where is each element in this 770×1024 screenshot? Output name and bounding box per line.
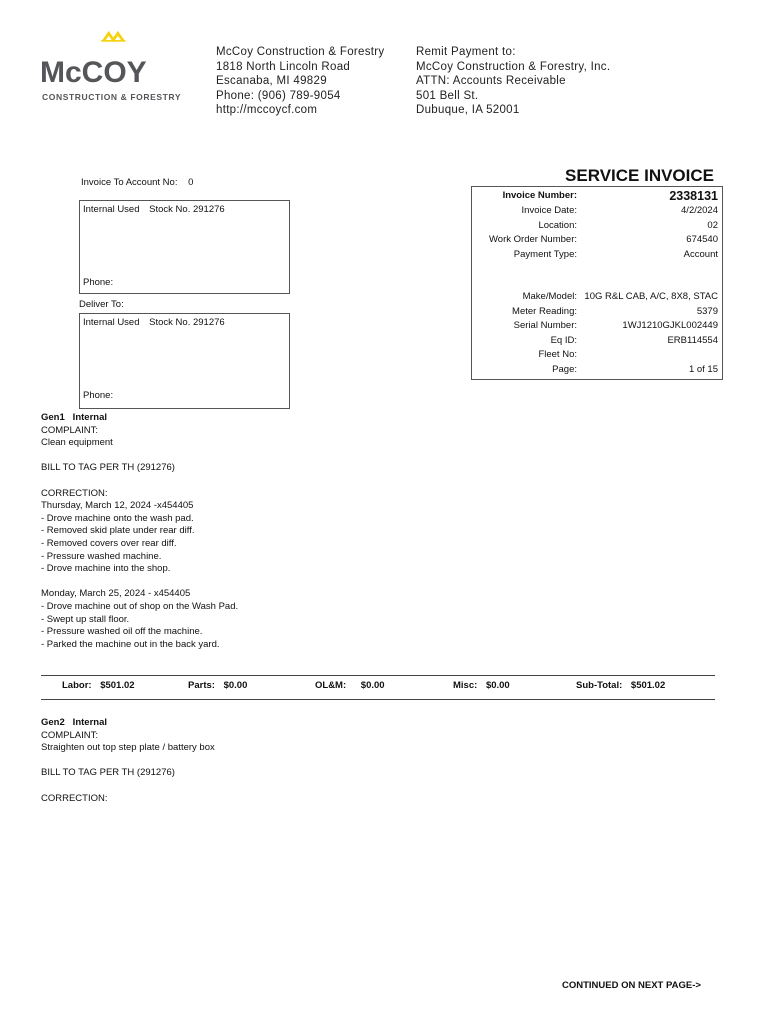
remit-address [416,45,610,118]
invoice-to-stock: Stock No. 291276 [149,204,225,215]
invoice-to-value: 0 [188,177,194,188]
page-row [472,364,722,379]
make-model-value: 10G R&L CAB, A/C, 8X8, STAC [584,291,718,302]
deliver-to-label: Deliver To: [79,299,124,310]
company-web: http://mccoycf.com [216,104,318,116]
misc-total [453,680,510,691]
payment-type-label: Payment Type: [513,248,577,260]
correction-label: CORRECTION: [41,792,108,804]
subtotal [576,680,665,691]
bill-to-tag: BILL TO TAG PER TH (291276) [41,767,175,779]
job-section-2 [41,717,215,805]
correction-line: - Drove machine into the shop. [41,563,171,575]
eq-id-label: Eq ID: [550,334,577,346]
invoice-date-label: Invoice Date: [521,205,577,216]
labor-value: $501.02 [100,680,135,691]
misc-label: Misc: [453,680,478,691]
correction-line: Monday, March 25, 2024 - x454405 [41,588,191,600]
page-value: 1 of 15 [688,363,718,375]
subtotal-value: $501.02 [630,680,666,691]
company-street: 1818 North Lincoln Road [216,60,351,73]
meter-reading-label: Meter Reading: [512,305,577,317]
serial-number-value: 1WJ1210GJKL002449 [622,320,718,331]
deliver-to-phone: Phone: [83,390,114,401]
complaint-text: Straighten out top step plate / battery box [41,742,215,754]
page-label: Page: [552,363,577,375]
job-section-1 [41,412,238,651]
invoice-date-row [472,205,722,220]
olm-label: OL&M: [315,680,347,691]
complaint-text: Clean equipment [41,437,113,449]
fleet-no-label: Fleet No: [538,349,577,360]
complaint-label: COMPLAINT: [41,729,99,741]
invoice-to-line [83,204,225,216]
deliver-to-box [79,313,290,409]
work-order-label: Work Order Number: [489,234,577,245]
invoice-details-box [471,186,723,380]
correction-line: - Pressure washed oil off the machine. [41,626,203,638]
invoice-to-phone: Phone: [83,277,114,288]
logo-subtitle: CONSTRUCTION & FORESTRY [42,92,182,102]
correction-line: - Removed skid plate under rear diff. [41,525,195,537]
company-name: McCoy Construction & Forestry [216,46,385,58]
fleet-no-row [472,349,722,364]
subtotal-label: Sub-Total: [576,680,623,691]
correction-line: - Pressure washed machine. [41,550,162,562]
correction-line: - Parked the machine out in the back yard. [41,638,220,650]
make-model-label: Make/Model: [522,291,577,302]
work-order-row [472,234,722,249]
remit-attn: ATTN: Accounts Receivable [416,75,566,87]
page-title: SERVICE INVOICE [565,166,714,185]
invoice-to-line1: Internal Used [83,204,140,215]
remit-street: 501 Bell St. [416,89,479,102]
serial-number-row [472,320,722,335]
company-city: Escanaba, MI 49829 [216,75,327,87]
correction-line: - Swept up stall floor. [41,613,130,625]
remit-city: Dubuque, IA 52001 [416,104,520,116]
continued-footer: CONTINUED ON NEXT PAGE-> [562,980,701,991]
misc-value: $0.00 [485,680,510,691]
parts-value: $0.00 [223,680,248,691]
job-heading: Gen2 Internal [41,717,107,728]
invoice-to-label-row [81,177,193,189]
invoice-number-label: Invoice Number: [502,190,577,201]
meter-reading-row [472,306,722,321]
meter-reading-value: 5379 [696,305,718,317]
correction-line [41,576,238,589]
totals-top-rule [41,675,715,676]
correction-line: - Removed covers over rear diff. [41,537,177,549]
invoice-to-label: Invoice To Account No: [81,177,178,188]
olm-value: $0.00 [360,680,385,691]
location-row [472,220,722,235]
correction-line: - Drove machine out of shop on the Wash Pad. [41,600,239,612]
parts-total [188,680,247,691]
work-order-value: 674540 [686,234,718,245]
deliver-to-stock: Stock No. 291276 [149,317,225,328]
labor-label: Labor: [62,680,92,691]
logo-wordmark: McCOY [40,56,147,89]
location-label: Location: [538,219,577,231]
invoice-to-box [79,200,290,294]
location-value: 02 [707,219,718,231]
olm-total [315,680,385,691]
remit-name: McCoy Construction & Forestry, Inc. [416,60,611,73]
eq-id-value: ERB114554 [667,334,718,346]
correction-label: CORRECTION: [41,487,108,499]
payment-type-value: Account [683,248,718,260]
deliver-to-line1: Internal Used [83,317,140,328]
invoice-number-row [472,190,722,205]
invoice-date: 4/2/2024 [681,205,718,216]
make-model-row [472,291,722,306]
job-heading: Gen1 Internal [41,412,107,423]
correction-line: Thursday, March 12, 2024 -x454405 [41,500,194,512]
payment-type-row [472,249,722,264]
totals-bottom-rule [41,699,715,700]
serial-number-label: Serial Number: [513,320,577,331]
labor-total [62,680,135,691]
eq-id-row [472,335,722,350]
correction-line: - Drove machine onto the wash pad. [41,512,194,524]
parts-label: Parts: [188,680,215,691]
deliver-to-line [83,317,225,329]
complaint-label: COMPLAINT: [41,424,99,436]
company-phone: Phone: (906) 789-9054 [216,89,341,102]
remit-heading: Remit Payment to: [416,46,516,58]
invoice-number: 2338131 [669,189,718,203]
bill-to-tag: BILL TO TAG PER TH (291276) [41,462,175,474]
company-address [216,45,384,118]
